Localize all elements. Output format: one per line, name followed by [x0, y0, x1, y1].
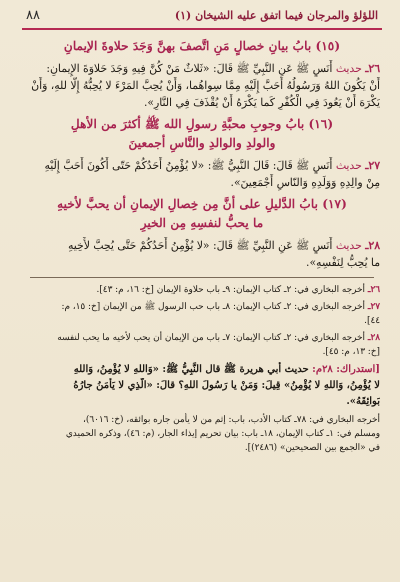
istidrak-label: [استدراك: ٢٨م: — [312, 364, 380, 375]
hadith-text — [24, 60, 380, 111]
istidrak-line: بَوائِقَهُ». — [346, 396, 380, 407]
footnote-number: ٢٧ـ — [367, 302, 380, 312]
source-note-line: ومسلم في: ١ـ كتاب الإيمان، ١٨ـ باب: بيان تحريم إيذاء الجار، (م: ٤٦)، وذكره الحميدي — [65, 429, 380, 439]
istidrak-block — [24, 362, 380, 410]
hadith-line-text: أَنَسٍ ﷺ عَنِ النَّبِيِّ ﷺ قَالَ: «ثَلاثٌ مَنْ كُنَّ فِيهِ وَجَدَ حَلاوَةَ الإِيمانِ: — [46, 62, 333, 75]
footnote — [24, 331, 380, 359]
footnote — [24, 283, 380, 297]
footnote-line: ٤٤]. — [364, 316, 380, 326]
book-title: اللؤلؤ والمرجان فيما اتفق عليه الشيخان (١) — [174, 9, 378, 22]
hadith-label: حديث — [335, 159, 362, 172]
footnote-line — [24, 331, 380, 345]
hadith-number: ٢٦ـ — [365, 62, 380, 75]
istidrak-line: لا يُؤْمِنُ، وَاللهِ لا يُؤْمِنُ» قِيلَ: وَمَنْ يا رَسُولَ اللهِ؟ قالَ: «الَّذِي لا يَأْمَنُ جارُهُ — [73, 380, 380, 391]
hadith-line — [24, 157, 380, 174]
footnote-line-text: أخرجه البخاري في: ٢ـ كتاب الإيمان: ٨ـ باب حب الرسول ﷺ من الإيمان [خ: ١٥، م: — [61, 302, 366, 312]
footnotes — [24, 283, 380, 455]
hadith-number: ٢٨ـ — [365, 239, 380, 252]
hadith-number: ٢٧ـ — [365, 159, 380, 172]
footnotes-divider — [30, 277, 374, 278]
hadith-line-text: أَنَسٍ ﷺ قَالَ: قَالَ النَّبِيُّ ﷺ: «لا يُؤْمِنُ أَحَدُكُمْ حَتّى أَكُونَ أَحَبَّ إِلَيْهِ — [44, 159, 333, 172]
chapter-heading — [22, 37, 382, 56]
chapter-heading — [22, 115, 382, 153]
chapter-heading-line: ما يحبُّ لنفسِهِ مِن الخيرِ — [140, 216, 264, 230]
chapter-heading-line: والولدِ والوالدِ والنَّاسِ أجمعينَ — [128, 136, 276, 150]
hadith-text — [24, 157, 380, 191]
hadith-line: مِنْ والِدِهِ وَوَلَدِهِ وَالنّاسِ أَجْمَعِينَ». — [230, 176, 380, 189]
source-note-line: أخرجه البخاري في: ٧٨ـ كتاب الأدب، باب: إثم من لا يأمن جاره بوائقه، (خ: ٦٠١٦)، — [83, 415, 380, 425]
footnote-line-text: أخرجه البخاري في: ٢ـ كتاب الإيمان: ٩ـ باب حلاوة الإيمان [خ: ١٦، م: ٤٣]. — [96, 285, 366, 295]
hadith-label: حديث — [335, 239, 362, 252]
footnote — [24, 300, 380, 328]
footnote-number: ٢٨ـ — [367, 333, 380, 343]
hadith-label: حديث — [335, 62, 362, 75]
hadith-line: ما يُحِبُّ لِنَفْسِهِ». — [306, 256, 380, 269]
istidrak-line-text: حديث أبي هريرة ﷺ قال النَّبِيُّ ﷺ: «وَاللهِ لا يُؤْمِنُ، وَاللهِ — [73, 364, 309, 375]
header-divider — [22, 28, 382, 30]
hadith-line — [24, 237, 380, 254]
istidrak-source-note — [24, 413, 380, 455]
page-number: ٨٨ — [26, 8, 40, 23]
footnote-number: ٢٦ـ — [367, 285, 380, 295]
footnote-line — [24, 283, 380, 297]
hadith-line: يَكْرَهَ أَنْ يَعُودَ فِي الْكُفْرِ كَما يَكْرَهُ أَنْ يُقْذَفَ فِي النَّارِ». — [143, 96, 380, 109]
chapter-heading — [22, 195, 382, 233]
footnote-line — [24, 300, 380, 314]
footnote-line: [خ: ١٣، م: ٤٥]. — [322, 347, 380, 357]
hadith-line-text: أَنَسٍ ﷺ عَنِ النَّبِيِّ ﷺ قَالَ: «لا يُؤْمِنُ أَحَدُكُمْ حَتَّى يُحِبَّ لأَخِيهِ — [67, 239, 333, 252]
chapter-heading-line: (١٦) بابُ وجوبِ محبَّةِ رسولِ الله ﷺ أكثرَ من الأهلِ — [70, 117, 334, 131]
chapter-heading-line: (١٧) بابُ الدَّليلِ على أنَّ مِن خِصالِ الإيمانِ أن يحبَّ لأخيهِ — [57, 197, 347, 211]
source-note-line: في «الجمع بين الصحيحين» (٢٤٨٦)]. — [244, 443, 380, 453]
hadith-line — [24, 60, 380, 77]
istidrak-line — [24, 362, 380, 378]
footnote-line-text: أخرجه البخاري في: ٢ـ كتاب الإيمان: ٧ـ باب من الإيمان أن يحب لأخيه ما يحب لنفسه — [57, 333, 366, 343]
chapter-heading-line: (١٥) بابُ بيانِ خصالٍ مَنِ اتَّصفَ بهنَّ وَجَدَ حلاوةَ الإيمانِ — [63, 39, 341, 53]
page-header — [22, 8, 382, 26]
hadith-line: أَنْ يَكُونَ اللهُ وَرَسُولُهُ أَحَبَّ إِلَيْهِ مِمَّا سِواهُما، وَأَنْ يُحِبَّ المَرْءَ لا يُحِبُّهُ إِلَّا للهِ، وَأَنْ — [31, 79, 380, 92]
hadith-text — [24, 237, 380, 271]
